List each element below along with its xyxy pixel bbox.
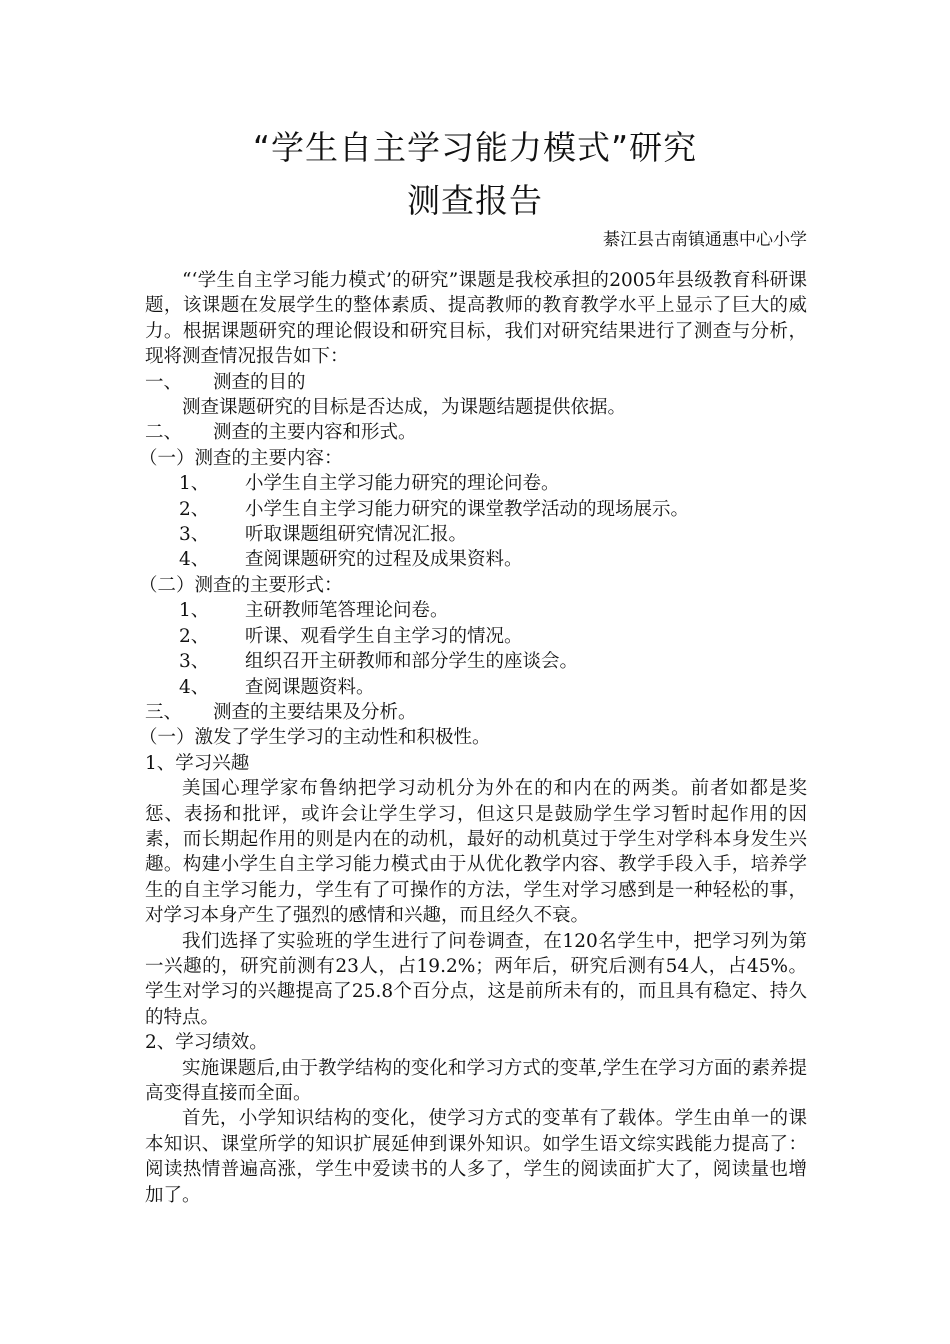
list-item-number: 4、 <box>179 549 210 571</box>
subsection-heading-contents: （一）测查的主要内容： <box>139 447 343 469</box>
list-item <box>145 547 807 572</box>
document-title-line1: “学生自主学习能力模式”研究 <box>252 128 698 167</box>
list-item-text: 听课、观看学生自主学习的情况。 <box>245 625 523 647</box>
document-title-line2: 测查报告 <box>407 181 543 220</box>
list-item-text: 查阅课题资料。 <box>245 676 375 698</box>
section-title: 测查的主要结果及分析。 <box>213 701 417 723</box>
list-item-text: 听取课题组研究情况汇报。 <box>245 524 468 546</box>
list-item-text: 查阅课题研究的过程及成果资料。 <box>245 549 523 571</box>
section-heading-2 <box>145 420 807 445</box>
list-item <box>145 522 807 547</box>
list-item-number: 4、 <box>179 676 210 698</box>
section-heading-1 <box>145 370 807 395</box>
list-item-number: 3、 <box>179 651 210 673</box>
heading-learning-performance: 2、学习绩效。 <box>145 1032 268 1054</box>
list-item-number: 1、 <box>179 473 210 495</box>
paragraph-interest-1: 美国心理学家布鲁纳把学习动机分为外在的和内在的两类。前者如都是奖惩、表扬和批评，或许会让学生学习，但这只是鼓励学生学习暂时起作用的因素，而长期起作用的则是内在的动机，最好的动机莫过于学生对学科本身发生兴趣。构建小学生自主学习能力模式由于从优化教学内容、教学手段入手，培养学生的自主学习能力，学生有了可操作的方法，学生对学习感到是一种轻松的事，对学习本身产生了强烈的感情和兴趣，而且经久不衰。 <box>145 778 807 927</box>
list-item-number: 2、 <box>179 498 210 520</box>
section-number: 二、 <box>145 422 183 444</box>
subsection-heading-results: （一）激发了学生学习的主动性和积极性。 <box>139 727 491 749</box>
section-heading-3 <box>145 700 807 725</box>
intro-paragraph: “‘学生自主学习能力模式’的研究”课题是我校承担的2005年县级教育科研课题，该课题在发展学生的整体素质、提高教师的教育教学水平上显示了巨大的威力。根据课题研究的理论假设和研究目标，我们对研究结果进行了测查与分析，现将测查情况报告如下： <box>145 270 807 368</box>
list-item <box>145 624 807 649</box>
section-number: 一、 <box>145 371 183 393</box>
paragraph-performance-1: 实施课题后,由于教学结构的变化和学习方式的变革,学生在学习方面的素养提高变得直接而全面。 <box>145 1057 807 1104</box>
list-item-number: 2、 <box>179 625 210 647</box>
list-item-number: 3、 <box>179 524 210 546</box>
list-item-number: 1、 <box>179 600 210 622</box>
list-item-text: 主研教师笔答理论问卷。 <box>245 600 449 622</box>
paragraph-performance-2: 首先，小学知识结构的变化，使学习方式的变革有了载体。学生由单一的课本知识、课堂所学的知识扩展延伸到课外知识。如学生语文综实践能力提高了：阅读热情普遍高涨，学生中爱读书的人多了，学生的阅读面扩大了，阅读量也增加了。 <box>145 1108 807 1206</box>
list-item-text: 小学生自主学习能力研究的理论问卷。 <box>245 473 560 495</box>
list-item <box>145 471 807 496</box>
document-body <box>139 268 807 1208</box>
list-item <box>145 649 807 674</box>
section-title: 测查的主要内容和形式。 <box>213 422 417 444</box>
subsection-heading-forms: （二）测查的主要形式： <box>139 574 343 596</box>
heading-learning-interest: 1、学习兴趣 <box>145 752 250 774</box>
section-title: 测查的目的 <box>213 371 306 393</box>
list-item <box>145 497 807 522</box>
section1-paragraph: 测查课题研究的目标是否达成，为课题结题提供依据。 <box>182 397 627 419</box>
list-item <box>145 675 807 700</box>
paragraph-interest-2: 我们选择了实验班的学生进行了问卷调查，在120名学生中，把学习列为第一兴趣的，研究前测有23人，占19.2%；两年后，研究后测有54人，占45%。学生对学习的兴趣提高了25.8个百分点，这是前所未有的，而且具有稳定、持久的特点。 <box>145 930 807 1028</box>
school-name: 綦江县古南镇通惠中心小学 <box>603 230 807 250</box>
list-item-text: 小学生自主学习能力研究的课堂教学活动的现场展示。 <box>245 498 690 520</box>
list-item-text: 组织召开主研教师和部分学生的座谈会。 <box>245 651 579 673</box>
section-number: 三、 <box>145 701 183 723</box>
list-item <box>145 598 807 623</box>
